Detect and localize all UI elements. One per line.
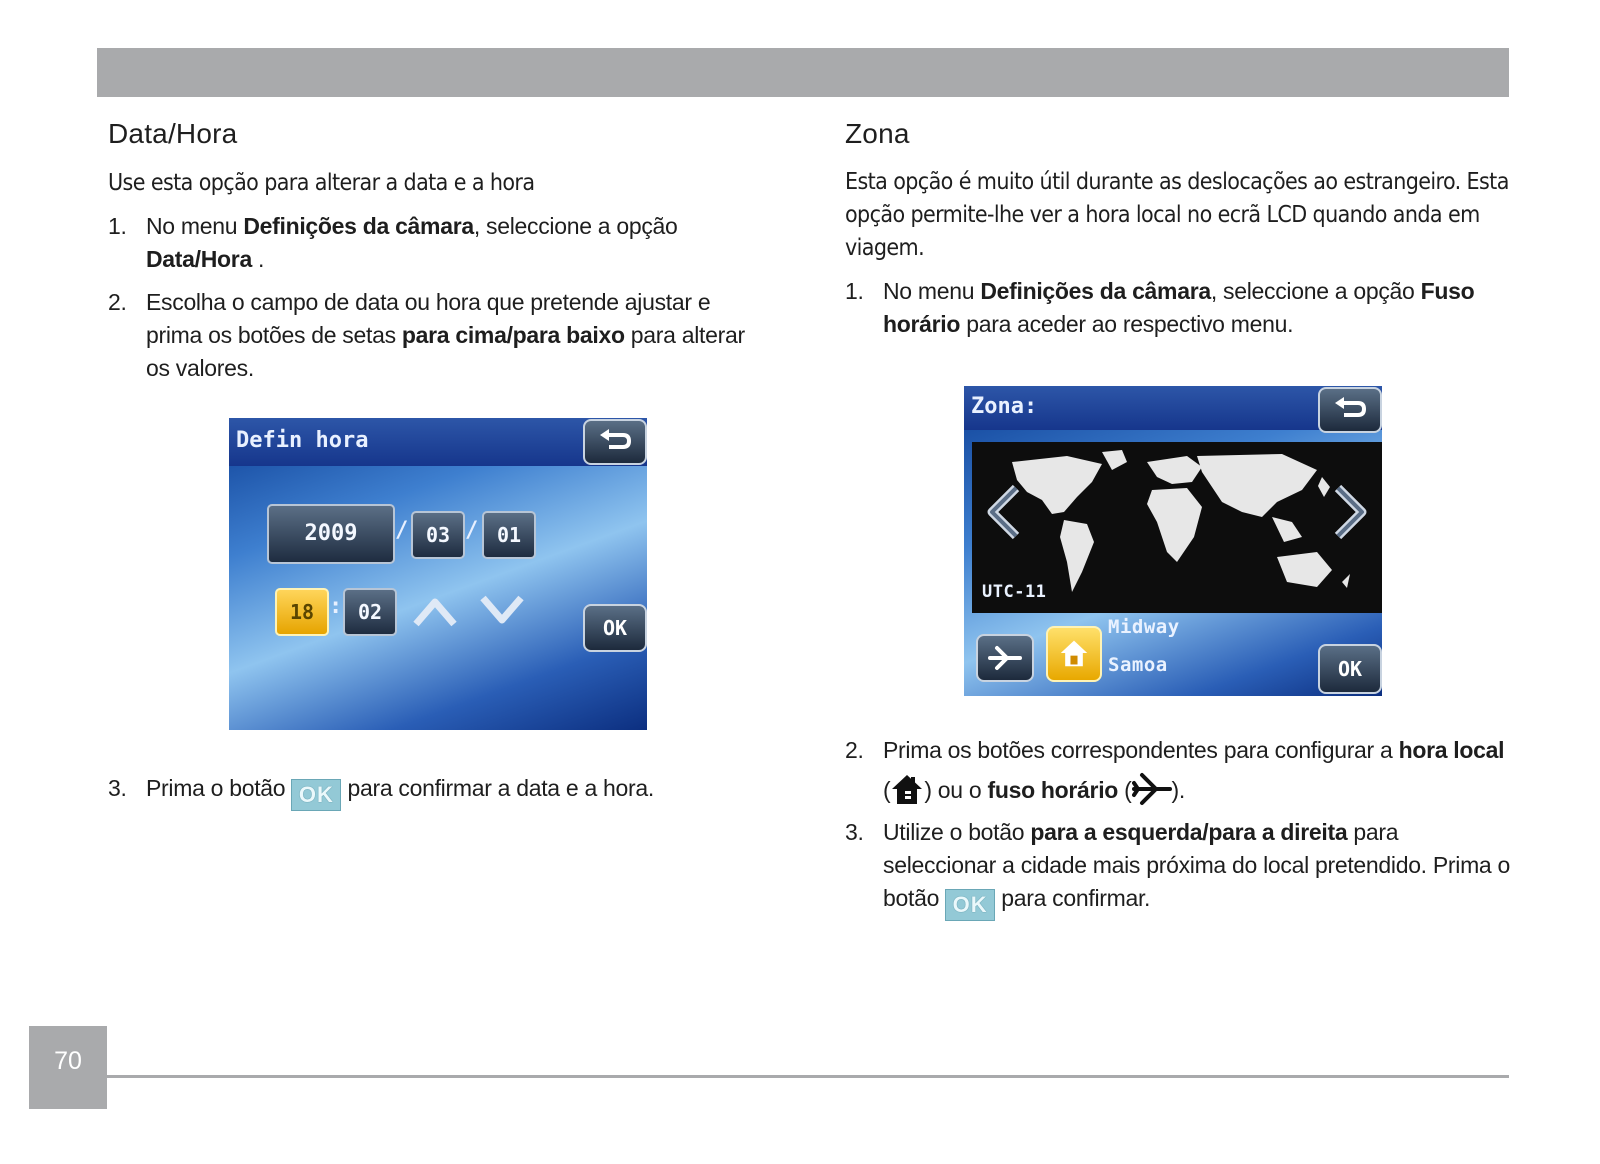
step-text: , seleccione a opção — [473, 213, 678, 239]
step-text: ) ou o — [924, 777, 988, 803]
list-item — [108, 286, 748, 385]
section-title-date-time: Data/Hora — [108, 118, 238, 149]
ok-button[interactable]: OK — [1318, 644, 1382, 694]
airplane-icon — [987, 644, 1023, 672]
step-text: , seleccione a opção — [1210, 278, 1421, 304]
city-name: Samoa — [1108, 654, 1168, 676]
back-arrow-icon — [597, 427, 633, 457]
section-title-zone: Zona — [845, 118, 910, 149]
time-separator: : — [329, 594, 343, 619]
intro-date-time: Use esta opção para alterar a data e a hora — [108, 170, 535, 196]
header-bar — [97, 48, 1509, 97]
step-number: 1. — [845, 278, 864, 304]
ok-button-icon: OK — [291, 779, 341, 811]
step-bold: hora local — [1398, 737, 1505, 763]
step-text: ( — [883, 777, 891, 803]
left-step-3-container — [108, 772, 768, 821]
date-separator: / — [395, 518, 409, 543]
month-field[interactable]: 03 — [411, 511, 465, 559]
step-text: . — [251, 246, 265, 272]
airplane-icon — [1132, 772, 1172, 806]
step-text: Escolha o campo de data ou hora que pretende ajustar e prima os botões de setas — [146, 289, 711, 348]
world-map — [972, 442, 1382, 613]
step-number: 1. — [108, 213, 127, 239]
step-text: para alterar os valores. — [146, 322, 745, 381]
steps-date-time — [108, 210, 748, 385]
right-column — [845, 118, 1515, 351]
destination-zone-button[interactable] — [976, 634, 1034, 682]
day-field[interactable]: 01 — [482, 511, 536, 559]
back-button[interactable] — [583, 419, 647, 465]
step-bold: Fuso horário — [883, 278, 1475, 337]
screen-title: Zona: — [971, 394, 1038, 419]
year-field[interactable]: 2009 — [267, 504, 395, 564]
home-icon — [1059, 638, 1089, 668]
intro-zone: Esta opção é muito útil durante as deslocações ao estrangeiro. Esta opção permite-lhe ver a hora local no ecrã LCD quando anda em viagem. — [845, 169, 1509, 261]
screen-title: Defin hora — [236, 428, 369, 453]
step-bold: para a esquerda/para a direita — [1030, 819, 1348, 845]
back-button[interactable] — [1318, 387, 1382, 433]
left-column — [108, 118, 748, 395]
step-bold: Data/Hora — [146, 246, 252, 272]
minute-field[interactable]: 02 — [343, 588, 397, 636]
home-zone-button[interactable] — [1046, 626, 1102, 682]
back-arrow-icon — [1332, 395, 1368, 425]
list-item — [845, 730, 1515, 810]
list-item — [108, 772, 768, 811]
step-number: 3. — [108, 775, 127, 801]
steps-zone — [845, 275, 1515, 341]
step-text: Utilize o botão — [883, 819, 1031, 845]
steps-zone-continued — [845, 730, 1515, 921]
step-text: Prima os botões correspondentes para configurar a — [883, 737, 1399, 763]
step-text: No menu — [146, 213, 244, 239]
step-number: 2. — [845, 737, 864, 763]
chevron-up-icon[interactable] — [412, 590, 458, 632]
step-text: Prima o botão — [146, 775, 292, 801]
step-number: 2. — [108, 289, 127, 315]
step-bold: Definições da câmara — [243, 213, 474, 239]
home-icon — [890, 772, 924, 806]
right-steps-continued — [845, 730, 1515, 931]
chevron-left-icon[interactable] — [984, 482, 1024, 542]
list-item — [845, 816, 1515, 921]
step-text: para aceder ao respectivo menu. — [960, 311, 1294, 337]
ok-button[interactable]: OK — [583, 604, 647, 652]
list-item — [108, 210, 748, 276]
step-text: ). — [1171, 777, 1185, 803]
step-text: ( — [1118, 777, 1132, 803]
hour-field[interactable]: 18 — [275, 588, 329, 636]
step-text: para confirmar. — [995, 885, 1151, 911]
ok-button-icon: OK — [945, 889, 995, 921]
chevron-right-icon[interactable] — [1330, 482, 1370, 542]
list-item — [845, 275, 1515, 341]
date-separator: / — [465, 518, 479, 543]
date-time-screen — [229, 418, 647, 730]
step-text: para confirmar a data e a hora. — [341, 775, 654, 801]
city-name: Midway — [1108, 616, 1180, 638]
step-bold: Definições da câmara — [980, 278, 1211, 304]
page-number: 70 — [29, 1026, 107, 1109]
footer-rule — [106, 1075, 1509, 1078]
step-bold: para cima/para baixo — [401, 322, 625, 348]
time-zone-screen — [964, 386, 1382, 696]
steps-date-time-continued — [108, 772, 768, 811]
step-text: para seleccionar a cidade mais próxima do local pretendido. Prima o botão — [883, 819, 1511, 911]
step-text: No menu — [883, 278, 981, 304]
chevron-down-icon[interactable] — [479, 590, 525, 632]
utc-offset: UTC-11 — [982, 582, 1047, 602]
step-number: 3. — [845, 819, 864, 845]
step-bold: fuso horário — [987, 777, 1119, 803]
